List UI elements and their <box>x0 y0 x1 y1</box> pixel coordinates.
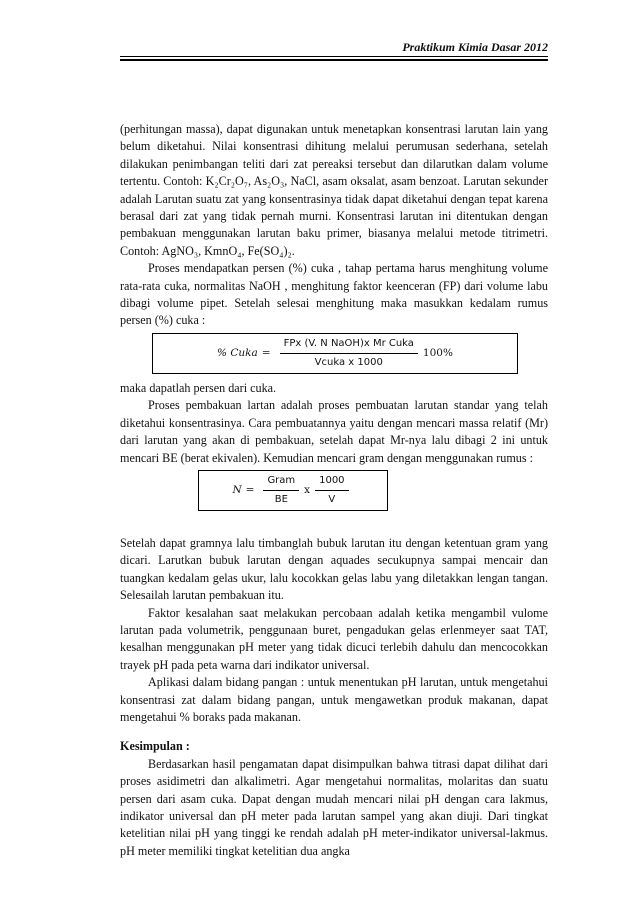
formula-normality <box>198 470 388 511</box>
paragraph-food-application: Aplikasi dalam bidang pangan : untuk menentukan pH larutan, untuk mengetahui konsentrasi zat dalam bidang pangan, untuk mengawetkan produk makanan, dapat mengetahui % boraks pada makanan. <box>120 675 548 724</box>
formula-denominator: BE <box>274 493 288 505</box>
running-header: Praktikum Kimia Dasar 2012 <box>402 40 548 54</box>
page-body <box>120 121 548 860</box>
paragraph-weighing: Setelah dapat gramnya lalu timbanglah bubuk larutan itu dengan ketentuan gram yang dicari. Larutkan bubuk larutan dengan aquades secukupnya sampai mencair dan tuangkan kedalam gelas ukur, lalu kocokkan gelas labu yang diletakkan lengan tangan. Selesailah larutan pembakuan itu. <box>120 535 548 603</box>
formula-equals: = <box>245 484 255 497</box>
header-rule-thin <box>120 56 548 57</box>
formula-fraction-1000-v <box>315 474 348 507</box>
formula-denominator: V <box>328 493 336 505</box>
formula-factor: 100% <box>422 347 453 360</box>
formula-vinegar-percent <box>152 333 518 374</box>
paragraph-primary-secondary-solutions: (perhitungan massa), dapat digunakan untuk menetapkan konsentrasi larutan lain yang belum diketahui. Nilai konsentrasi dihitung melalui perumusan sederhana, setelah dilakukan penimbangan teliti dari zat pereaksi tersebut dan dilarutkan dalam volume tertentu. Contoh: K₂Cr₂O₇, As₂O₃, NaCl, asam oksalat, asam benzoat. Larutan sekunder adalah Larutan suatu zat yang konsentrasinya tidak dapat diketahui dengan tepat karena berasal dari zat yang tidak pernah murni. Konsentrasi larutan ini ditentukan dengan pembakuan menggunakan larutan baku primer, biasanya melalui metode titrimetri. Contoh: AgNO₃, KmnO₄, Fe(SO₄)₂. <box>120 122 548 258</box>
formula-equals: = <box>261 347 271 360</box>
formula-numerator: 1000 <box>315 474 348 491</box>
paragraph-vinegar-percent: Proses mendapatkan persen (%) cuka , tahap pertama harus menghitung volume rata-rata cuka, normalitas NaOH , menghitung faktor keenceran (FP) dari volume labu dibagi volume pipet. Setelah selesai menghitung maka masukkan kedalam rumus persen (%) cuka : <box>120 261 548 328</box>
formula-numerator: FPx (V. N NaOH)x Mr Cuka <box>280 337 418 354</box>
paragraph-standardization: Proses pembakuan lartan adalah proses pembuatan larutan standar yang telah diketahui konsentrasinya. Cara pembuatannya yaitu dengan mencari massa relatif (Mr) dari larutan yang akan di pembakuan, setelah dapat Mr-nya lalu dibagi 2 ini untuk mencari BE (berat ekivalen). Kemudian mencari gram dengan menggunakan rumus : <box>120 398 548 465</box>
paragraph-error-factors: Faktor kesalahan saat melakukan percobaan adalah ketika mengambil vulome larutan pada volumetrik, penggunaan buret, pengadukan gelas erlenmeyer saat TAT, kesalhan menggunakan pH meter yang tidak dicuci terlebih dahulu dan mencocokkan trayek pH pada peta warna dari indikator universal. <box>120 605 548 672</box>
section-heading-conclusion: Kesimpulan : <box>120 739 190 754</box>
formula-numerator: Gram <box>263 474 299 491</box>
paragraph-conclusion: Berdasarkan hasil pengamatan dapat disimpulkan bahwa titrasi dapat dilihat dari proses asidimetri dan alkalimetri. Agar mengetahui normalitas, molaritas dan suatu persen dari asam cuka. Dapat dengan mudah mencari nilai pH dengan cara lakmus, indikator universal dan pH meter pada larutan sampel yang akan diuji. Dari tingkat ketelitian nilai pH yang tinggi ke rendah adalah pH meter-indikator universal-lakmus. pH meter memiliki tingkat ketelitian dua angka <box>120 756 548 858</box>
formula-times: x <box>304 484 311 497</box>
formula-lhs: % Cuka <box>217 347 258 360</box>
formula-lhs: N <box>232 484 242 497</box>
formula-fraction <box>280 337 418 370</box>
formula-fraction-gram-be <box>263 474 299 507</box>
header-rule-thick <box>120 59 548 61</box>
paragraph-vinegar-result: maka dapatlah persen dari cuka. <box>120 380 277 395</box>
formula-denominator: Vcuka x 1000 <box>314 356 383 368</box>
